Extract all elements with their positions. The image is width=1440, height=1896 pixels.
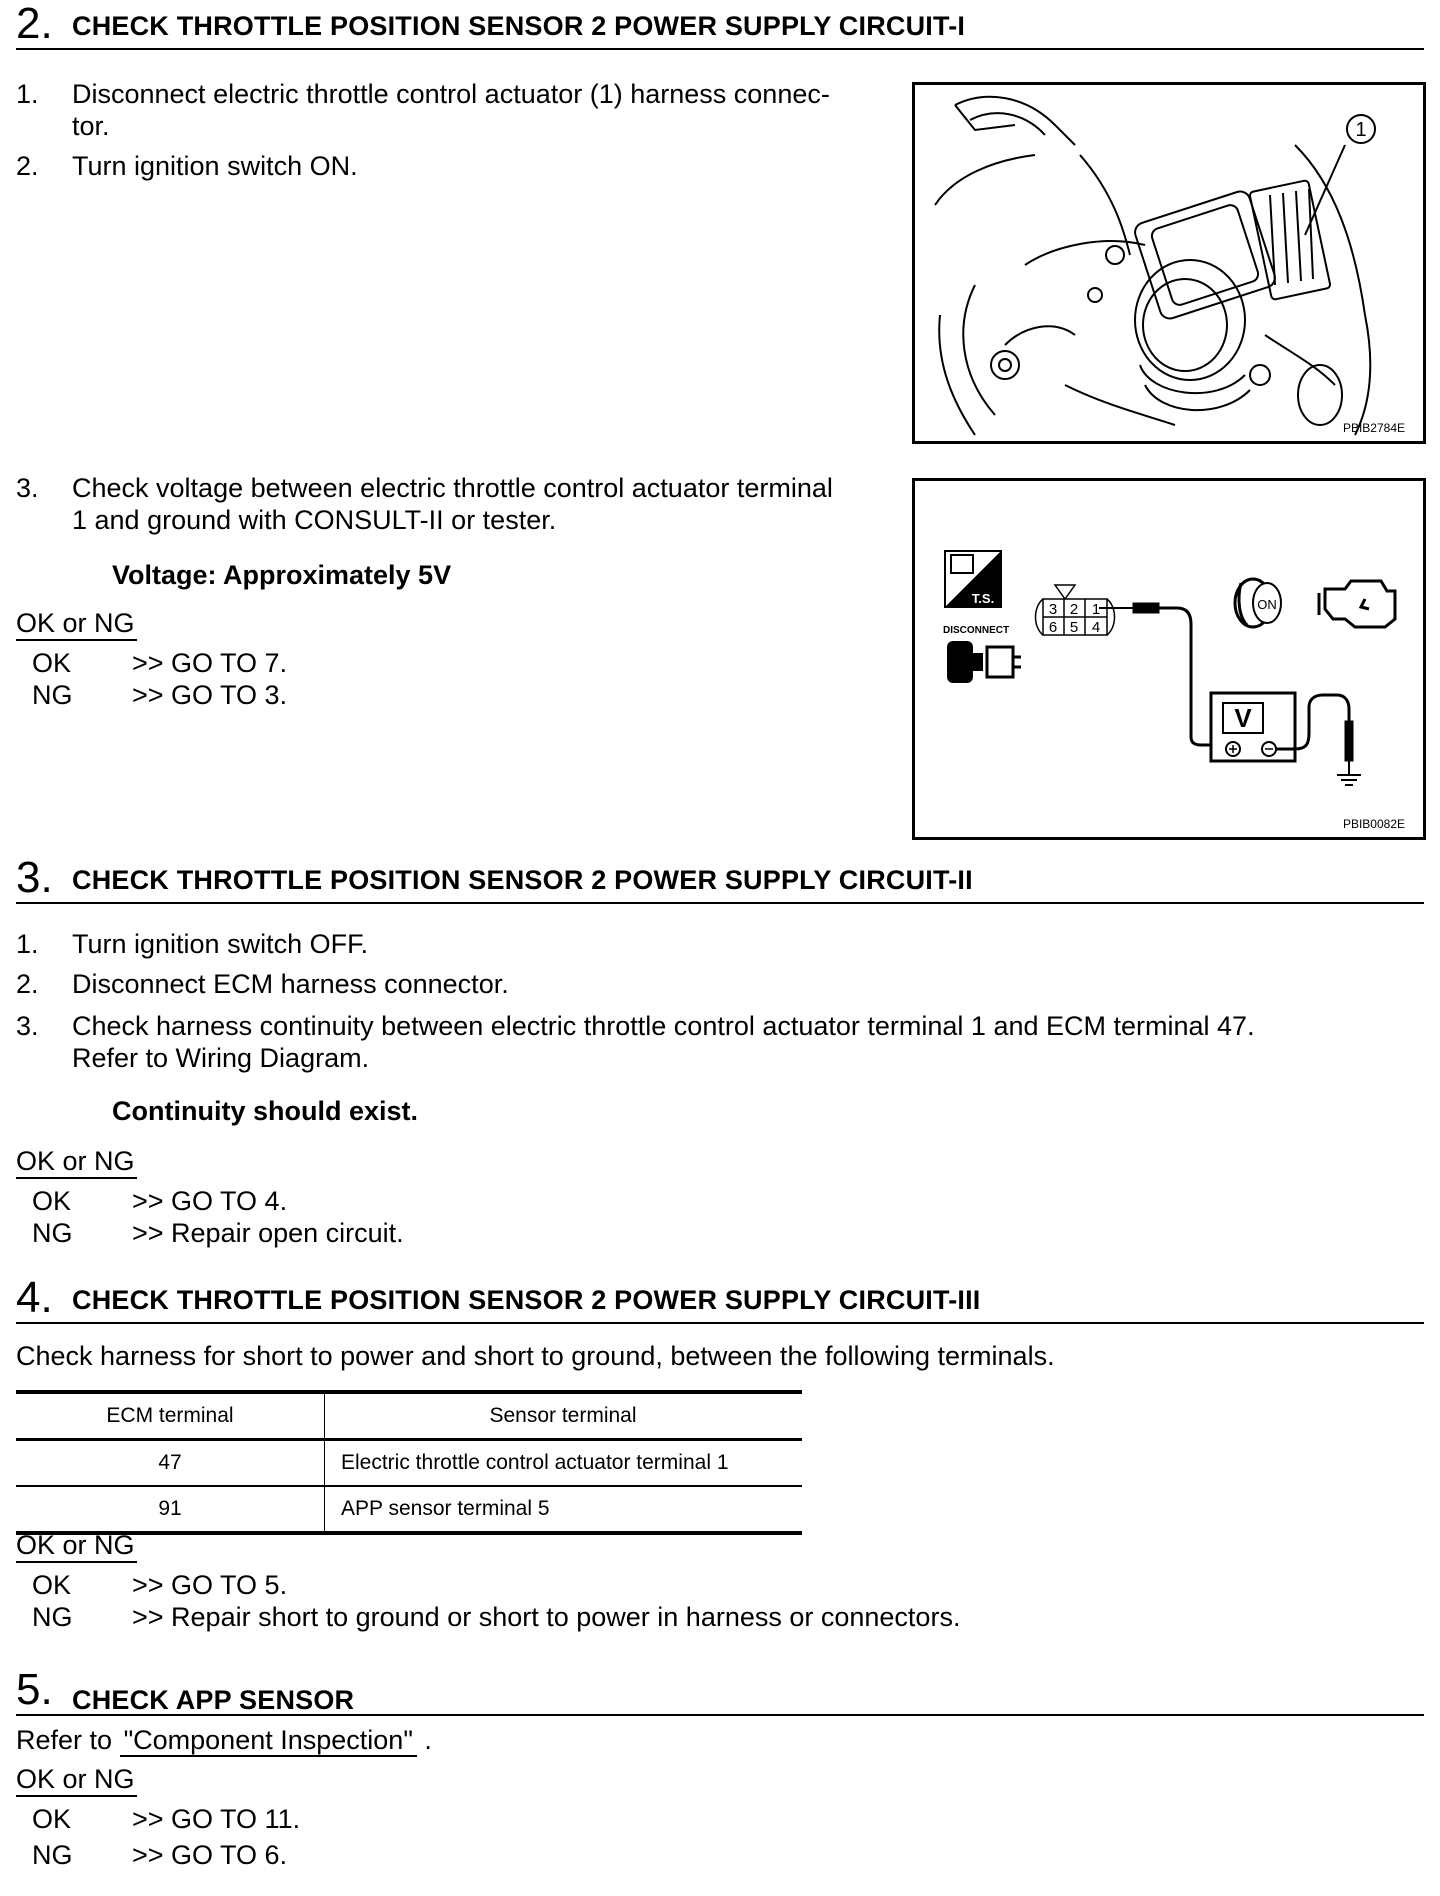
ok-ng-label: OK or NG: [16, 1764, 137, 1797]
result-key: OK: [32, 1804, 72, 1834]
step-text-cont: tor.: [72, 111, 110, 141]
step-text-cont: 1 and ground with CONSULT-II or tester.: [72, 505, 557, 535]
result-ok: [32, 1804, 300, 1835]
spec-value: Voltage: Approximately 5V: [112, 560, 452, 590]
table-row: [16, 1486, 802, 1533]
table-row: [16, 1440, 802, 1487]
engine-icon: [1319, 581, 1395, 627]
refer-suffix: .: [424, 1725, 432, 1755]
ts-icon: [945, 551, 1001, 607]
step-text: Turn ignition switch OFF.: [72, 929, 369, 959]
section-title: CHECK THROTTLE POSITION SENSOR 2 POWER SUPPLY CIRCUIT-II: [72, 865, 973, 895]
figure-code: PBIB2784E: [1342, 421, 1405, 435]
column-header: ECM terminal: [16, 1392, 325, 1440]
section-number: 2.: [16, 0, 53, 48]
terminal-label: 5: [1069, 619, 1079, 636]
terminal-label: 1: [1091, 601, 1101, 618]
figure-code: PBIB0082E: [1342, 817, 1405, 831]
throttle-body-illustration: [915, 85, 1423, 441]
result-ng: [32, 680, 287, 711]
figure-throttle-actuator: [912, 82, 1426, 444]
section-number: 4.: [16, 1273, 53, 1322]
result-key: NG: [32, 1840, 73, 1870]
result-ok: [32, 1570, 287, 1601]
table-cell: Electric throttle control actuator terminal 1: [325, 1440, 803, 1487]
terminal-table: [16, 1390, 802, 1535]
meter-label: V: [1234, 703, 1252, 733]
section-title: CHECK THROTTLE POSITION SENSOR 2 POWER SUPPLY CIRCUIT-I: [72, 11, 966, 41]
spec-value: Continuity should exist.: [112, 1096, 419, 1126]
step-text: Check harness continuity between electric throttle control actuator terminal 1 and ECM terminal 47.: [72, 1011, 1255, 1041]
section-3-header: [16, 853, 1424, 904]
ok-ng-label: OK or NG: [16, 1530, 137, 1563]
ok-ng-label: OK or NG: [16, 608, 137, 641]
result-key: OK: [32, 1186, 72, 1216]
result-key: NG: [32, 680, 73, 710]
step-number: 1.: [16, 929, 39, 959]
step-text: Disconnect electric throttle control actuator (1) harness connec-: [72, 79, 830, 109]
result-text: >> GO TO 4.: [132, 1186, 288, 1216]
terminal-label: 3: [1048, 601, 1058, 618]
result-text: >> Repair open circuit.: [132, 1218, 404, 1248]
result-text: >> GO TO 11.: [132, 1804, 301, 1834]
connector-terminal-block: [1036, 585, 1115, 636]
terminal-label: 2: [1069, 601, 1079, 618]
result-ok: [32, 1186, 287, 1217]
section-number: 5.: [16, 1665, 53, 1714]
ignition-key-icon: [1235, 579, 1281, 627]
result-text: >> GO TO 6.: [132, 1840, 288, 1870]
result-ok: [32, 648, 287, 679]
table-cell: 47: [16, 1440, 325, 1487]
figure-voltage-check: [912, 478, 1426, 840]
result-key: OK: [32, 648, 72, 678]
disconnect-connector-icon: [947, 641, 1021, 683]
result-ng: [32, 1218, 404, 1249]
refer-prefix: Refer to: [16, 1725, 113, 1755]
section-title: CHECK THROTTLE POSITION SENSOR 2 POWER SUPPLY CIRCUIT-III: [72, 1285, 981, 1315]
result-text: >> GO TO 7.: [132, 648, 288, 678]
ok-ng-label: OK or NG: [16, 1146, 137, 1179]
key-label: ON: [1257, 597, 1277, 612]
result-text: >> GO TO 3.: [132, 680, 288, 710]
section-number: 3.: [16, 853, 53, 902]
result-key: NG: [32, 1602, 73, 1632]
column-header: Sensor terminal: [325, 1392, 803, 1440]
ts-label: T.S.: [971, 591, 995, 606]
section-title: CHECK APP SENSOR: [72, 1685, 355, 1715]
terminal-label: 6: [1048, 619, 1058, 636]
step-text-cont: Refer to Wiring Diagram.: [72, 1043, 370, 1073]
component-inspection-link[interactable]: "Component Inspection": [120, 1725, 417, 1757]
table-cell: APP sensor terminal 5: [325, 1486, 803, 1533]
section-4-header: [16, 1273, 1424, 1324]
step-number: 3.: [16, 1011, 39, 1041]
step-number: 3.: [16, 473, 39, 503]
terminal-label: 4: [1091, 619, 1101, 636]
callout-label: 1: [1355, 119, 1367, 141]
step-text: Disconnect ECM harness connector.: [72, 969, 509, 999]
section-5-header: [16, 1665, 1424, 1716]
result-key: OK: [32, 1570, 72, 1600]
step-number: 1.: [16, 79, 39, 109]
result-key: NG: [32, 1218, 73, 1248]
section-2-header: [16, 0, 1424, 50]
step-text: Check voltage between electric throttle control actuator terminal: [72, 473, 833, 503]
step-number: 2.: [16, 969, 39, 999]
result-ng: [32, 1840, 287, 1871]
result-text: >> Repair short to ground or short to power in harness or connectors.: [132, 1602, 961, 1632]
voltmeter-icon: [1211, 693, 1295, 761]
result-text: >> GO TO 5.: [132, 1570, 288, 1600]
disconnect-label: DISCONNECT: [943, 625, 1010, 636]
step-number: 2.: [16, 151, 39, 181]
result-ng: [32, 1602, 960, 1633]
probe-wire: [1099, 603, 1215, 745]
table-header-row: [16, 1392, 802, 1440]
table-cell: 91: [16, 1486, 325, 1533]
step-text: Turn ignition switch ON.: [72, 151, 358, 181]
